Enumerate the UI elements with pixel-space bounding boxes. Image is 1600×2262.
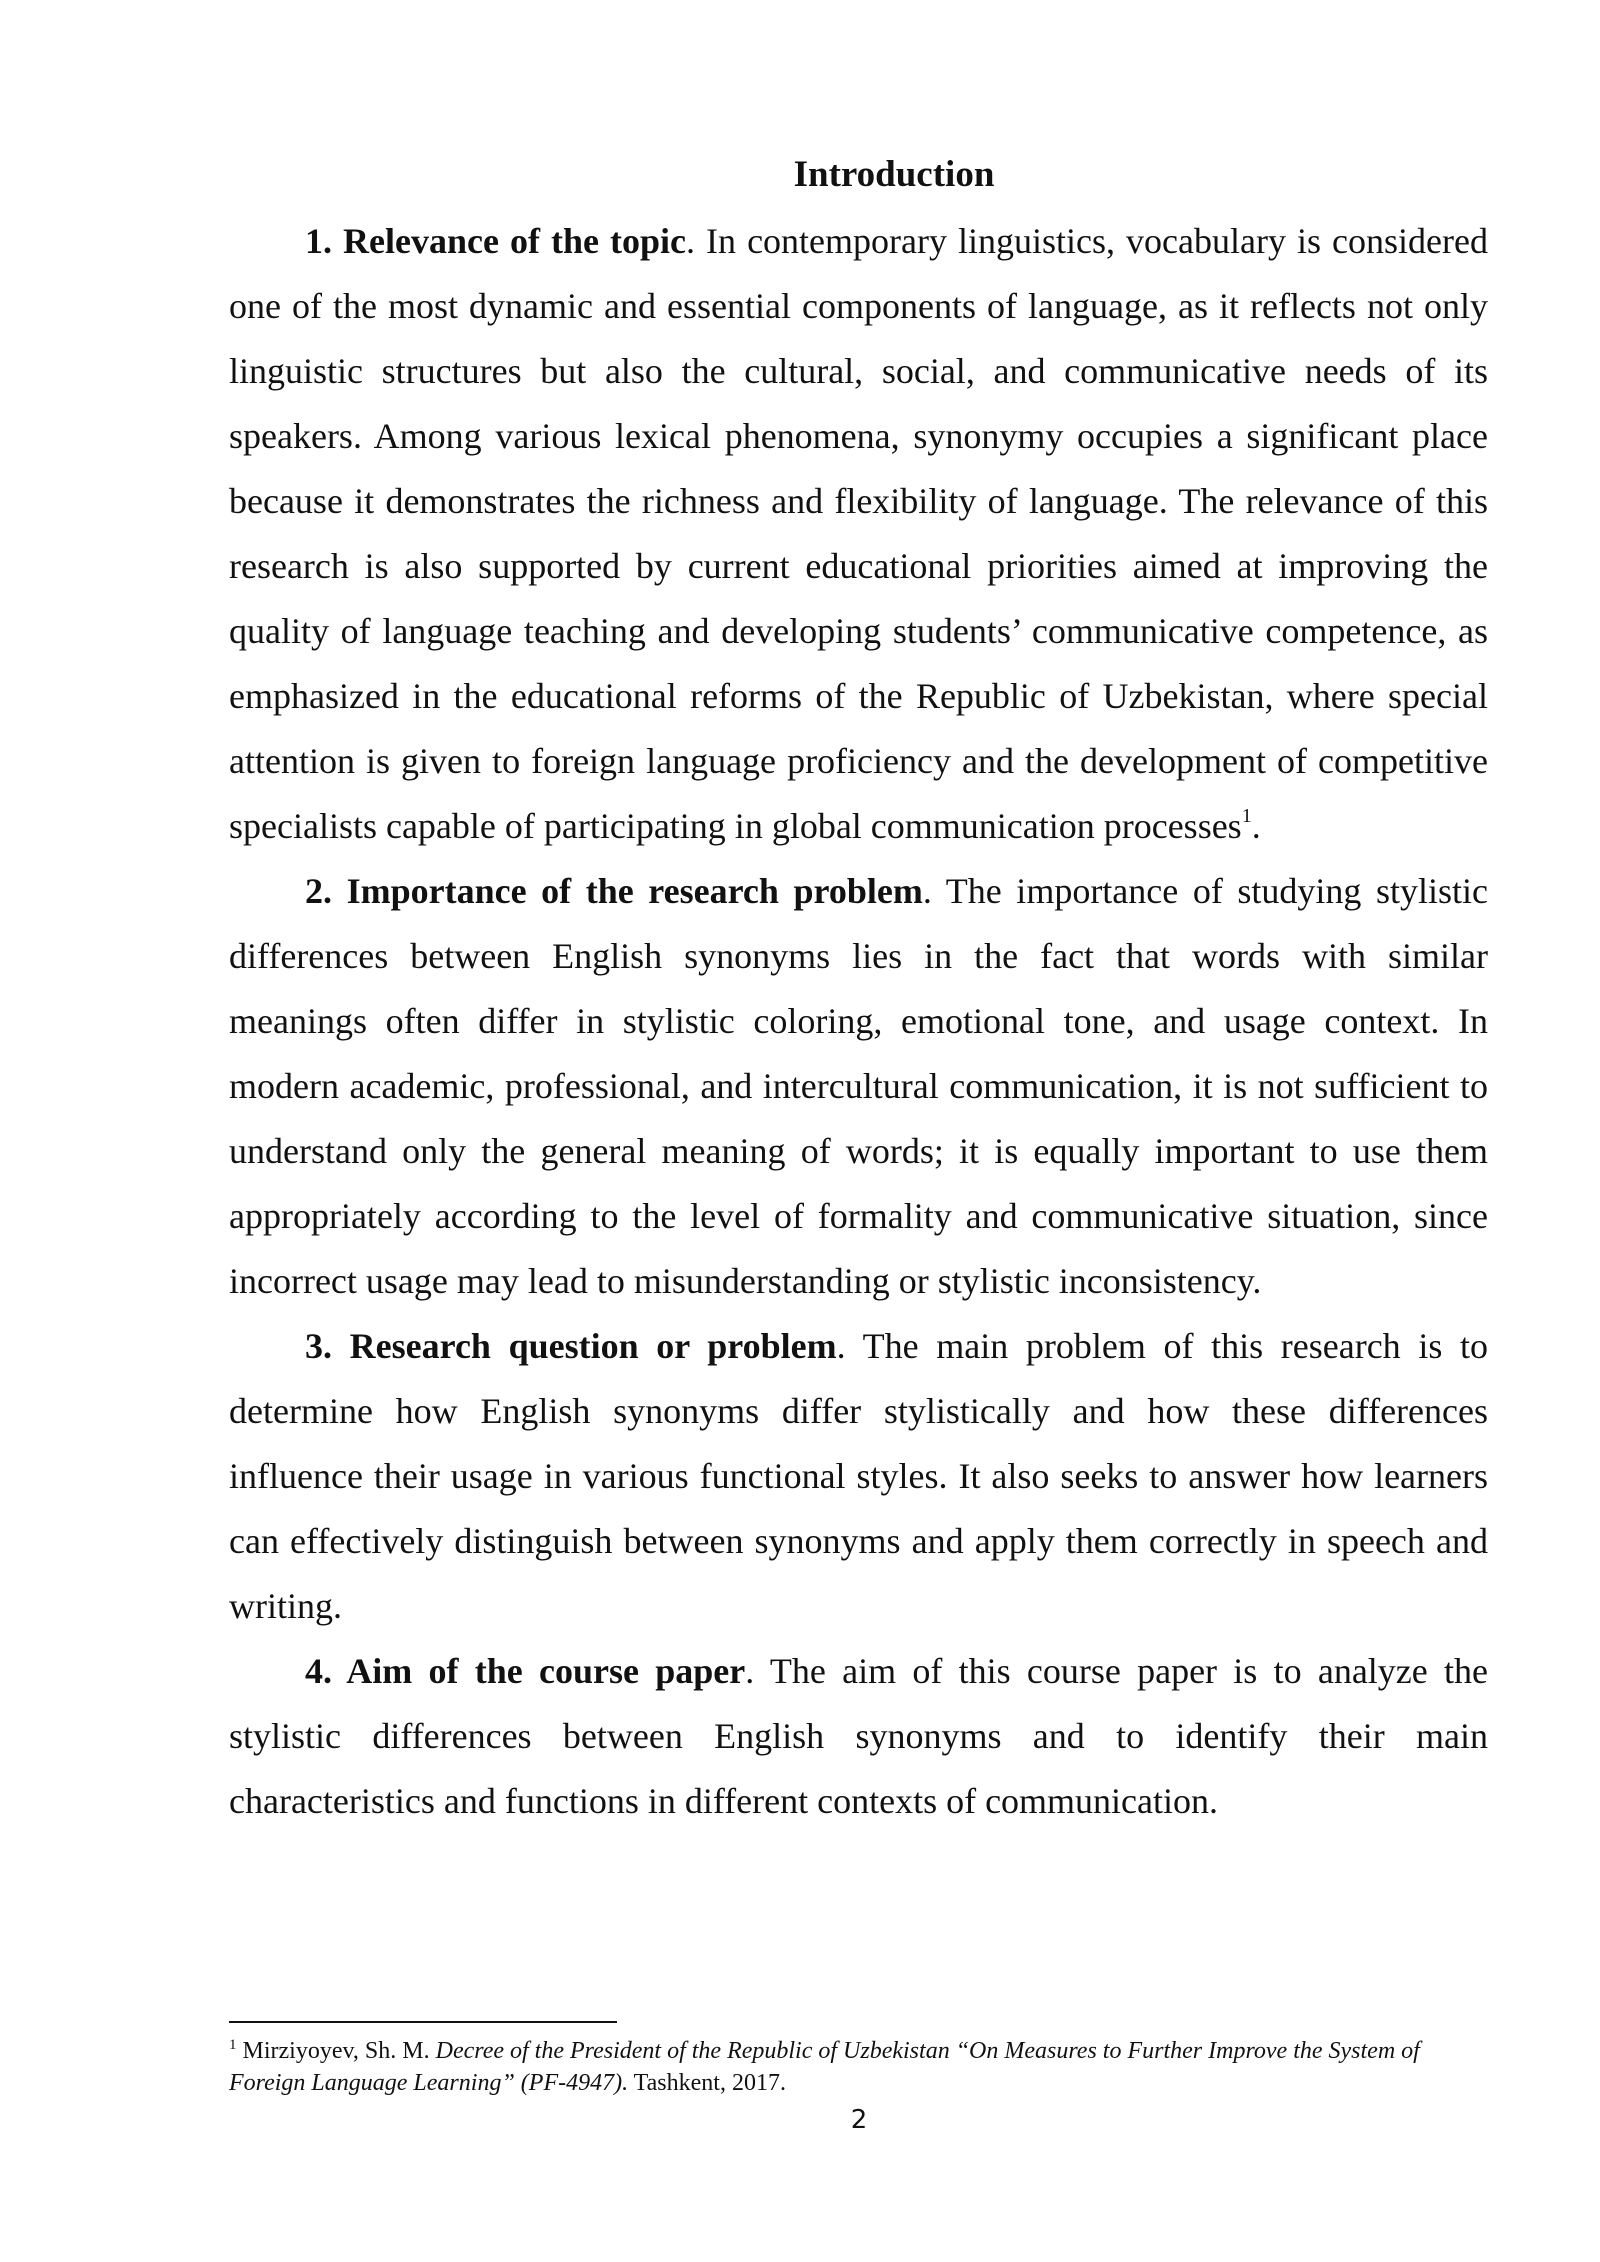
page-number: 2 — [850, 2105, 868, 2135]
body-text — [229, 209, 1488, 1834]
footnote-title: Decree of the President of the Republic of Uzbekistan “On Measures to Further Improve the System of Foreign Language Learning” (PF-4947). — [229, 2038, 1420, 2096]
paragraph-text: . The main problem of this research is to determine how English synonyms differ stylistically and how these differences influence their usage in various functional styles. It also seeks to answer how learners can effectively distinguish between synonyms and apply them correctly in speech and writing. — [229, 1326, 1488, 1626]
footnote-divider — [229, 2021, 617, 2023]
section-label: 2. Importance of the research problem — [305, 871, 923, 911]
section-label: 3. Research question or problem — [305, 1326, 837, 1366]
paragraph-text: . The aim of this course paper is to analyze the stylistic differences between English synonyms and to identify their main characteristics and functions in different contexts of communication. — [229, 1651, 1488, 1821]
paragraph-text: . The importance of studying stylistic differences between English synonyms lies in the fact that words with similar meanings often differ in stylistic coloring, emotional tone, and usage context. In modern academic, professional, and intercultural communication, it is not sufficient to understand only the general meaning of words; it is equally important to use them appropriately according to the level of formality and communicative situation, since incorrect usage may lead to misunderstanding or stylistic inconsistency. — [229, 871, 1488, 1301]
paragraph-importance — [229, 859, 1488, 1314]
footnote-details: Tashkent, 2017. — [628, 2070, 786, 2096]
footnote-author: Mirziyoyev, Sh. M. — [236, 2038, 436, 2064]
footnote-marker: 1 — [229, 2037, 237, 2053]
paragraph-research-question — [229, 1314, 1488, 1639]
paragraph-end: . — [1251, 806, 1261, 846]
section-label: 4. Aim of the course paper — [305, 1651, 746, 1691]
footnote-reference[interactable]: 1 — [1241, 805, 1252, 827]
paragraph-relevance — [229, 209, 1488, 859]
page-heading: Introduction — [793, 154, 995, 195]
section-label: 1. Relevance of the topic — [305, 221, 687, 261]
paragraph-text: . In contemporary linguistics, vocabulary is considered one of the most dynamic and essential components of language, as it reflects not only linguistic structures but also the cultural, social, and communicative needs of its speakers. Among various lexical phenomena, synonymy occupies a significant place because it demonstrates the richness and flexibility of language. The relevance of this research is also supported by current educational priorities aimed at improving the quality of language teaching and developing students’ communicative competence, as emphasized in the educational reforms of the Republic of Uzbekistan, where special attention is given to foreign language proficiency and the development of competitive specialists capable of participating in global communication processes — [229, 221, 1488, 846]
paragraph-aim — [229, 1639, 1488, 1834]
footnote — [229, 2035, 1488, 2099]
